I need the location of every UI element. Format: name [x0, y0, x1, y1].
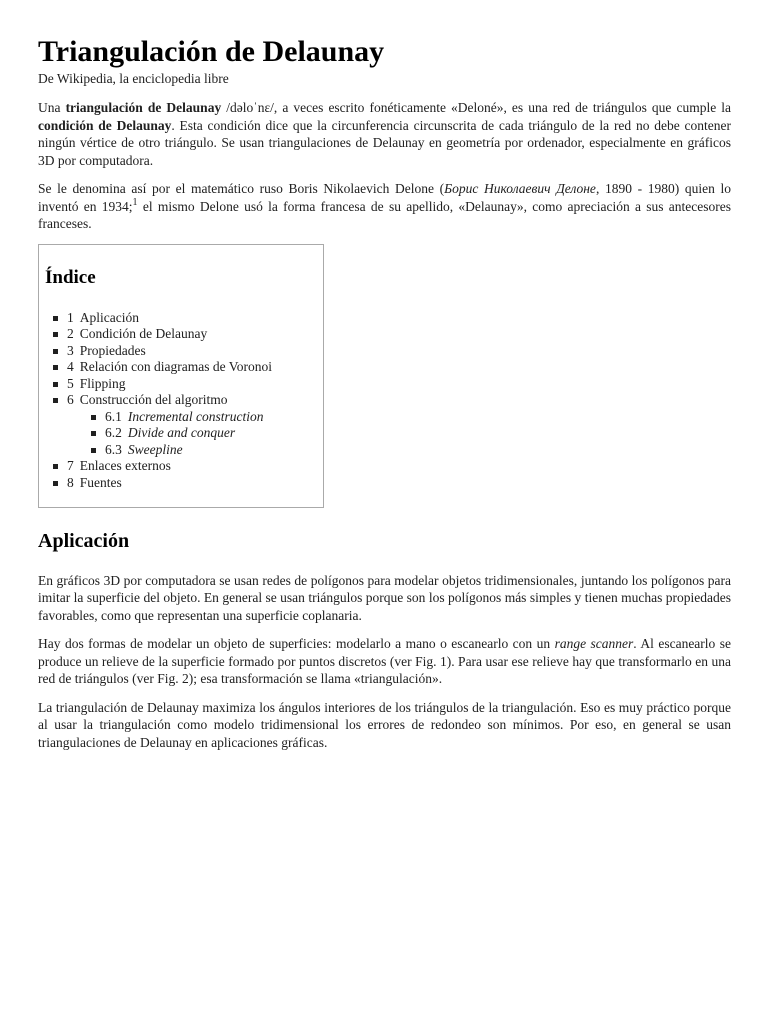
bullet-icon	[91, 431, 96, 436]
bullet-icon	[53, 316, 58, 321]
term-range-scanner: range scanner	[554, 636, 634, 651]
toc-list-continued	[67, 458, 272, 491]
toc-item-condicion[interactable]: 2 Condición de Delaunay	[67, 326, 272, 343]
toc-item-voronoi[interactable]: 4 Relación con diagramas de Voronoi	[67, 359, 272, 376]
intro-paragraph-1: Una triangulación de Delaunay /dəloˈnɛ/, a veces escrito fonéticamente «Deloné», es una red de triángulos que cumple la condición de Delaunay. Esta condición dice que la circunferencia circunscrita de cada triángulo de la red no debe contener ningún vértice de otro triángulo. Se usan triangulaciones de Delaunay en geometría por ordenador, especialmente en gráficos 3D por computadora.	[38, 100, 732, 168]
article-content	[38, 34, 731, 762]
term-triangulacion: triangulación de Delaunay	[65, 100, 222, 115]
intro-paragraph-2: Se le denomina así por el matemático ruso Boris Nikolaevich Delone (Борис Николаевич Делоне, 1890 - 1980) quien lo inventó en 1934;$^1$ el mismo Delone usó la forma francesa de su apellido, «Delaunay», como apreciación a sus antecesores franceses.	[38, 181, 731, 231]
aplicacion-paragraph-2: Hay dos formas de modelar un objeto de superficies: modelarlo a mano o escanearlo con un range scanner. Al escanearlo se produce un relieve de la superficie formado por puntos discretos (ver Fig. 1). Para usar ese relieve hay que transformarlo en una red de triángulos (ver Fig. 2); esa transformación se llama «triangulación».	[38, 636, 731, 686]
bullet-icon	[53, 382, 58, 387]
bullet-icon	[53, 349, 58, 354]
toc-subitem-sweepline[interactable]: 6.3 Sweepline	[105, 442, 272, 459]
site-tagline: De Wikipedia, la enciclopedia libre	[38, 71, 229, 86]
bullet-icon	[91, 448, 96, 453]
russian-name: Борис Николаевич Делоне	[444, 181, 596, 196]
table-of-contents	[38, 244, 324, 508]
toc-sublist	[67, 409, 272, 459]
toc-item-propiedades[interactable]: 3 Propiedades	[67, 343, 272, 360]
section-heading-aplicacion: Aplicación	[38, 529, 130, 552]
bullet-icon	[53, 481, 58, 486]
toc-subitem-incremental[interactable]: 6.1 Incremental construction	[105, 409, 272, 426]
toc-item-aplicacion[interactable]: 1 Aplicación	[67, 310, 272, 327]
bullet-icon	[91, 415, 96, 420]
term-condicion: condición de Delaunay	[38, 117, 172, 133]
bullet-icon	[53, 464, 58, 469]
aplicacion-paragraph-1: En gráficos 3D por computadora se usan redes de polígonos para modelar objetos tridimensionales, juntando los polígonos para imitar la superficie del objeto. En general se usan triángulos porque son los polígonos más simples y tienen muchas propiedades favorables, como que representan una superficie coplanaria.	[38, 572, 731, 623]
toc-list	[67, 310, 272, 409]
toc-item-construccion[interactable]: 6 Construcción del algoritmo	[67, 392, 272, 409]
reference-link-1[interactable]: 1	[132, 196, 138, 208]
aplicacion-paragraph-3: La triangulación de Delaunay maximiza los ángulos interiores de los triángulos de la triangulación. Eso es muy práctico porque al usar la triangulación como modelo tridimensional los errores de redondeo son mínimos. Por eso, en general se usan triangulaciones de Delaunay en aplicaciones gráficas.	[38, 699, 731, 750]
toc-item-enlaces[interactable]: 7 Enlaces externos	[67, 458, 272, 475]
bullet-icon	[53, 398, 58, 403]
toc-item-flipping[interactable]: 5 Flipping	[67, 376, 272, 393]
page-title: Triangulación de Delaunay	[38, 35, 385, 68]
toc-item-fuentes[interactable]: 8 Fuentes	[67, 475, 272, 492]
bullet-icon	[53, 365, 58, 370]
bullet-icon	[53, 332, 58, 337]
toc-title: Índice	[45, 266, 96, 288]
toc-subitem-divide[interactable]: 6.2 Divide and conquer	[105, 425, 272, 442]
